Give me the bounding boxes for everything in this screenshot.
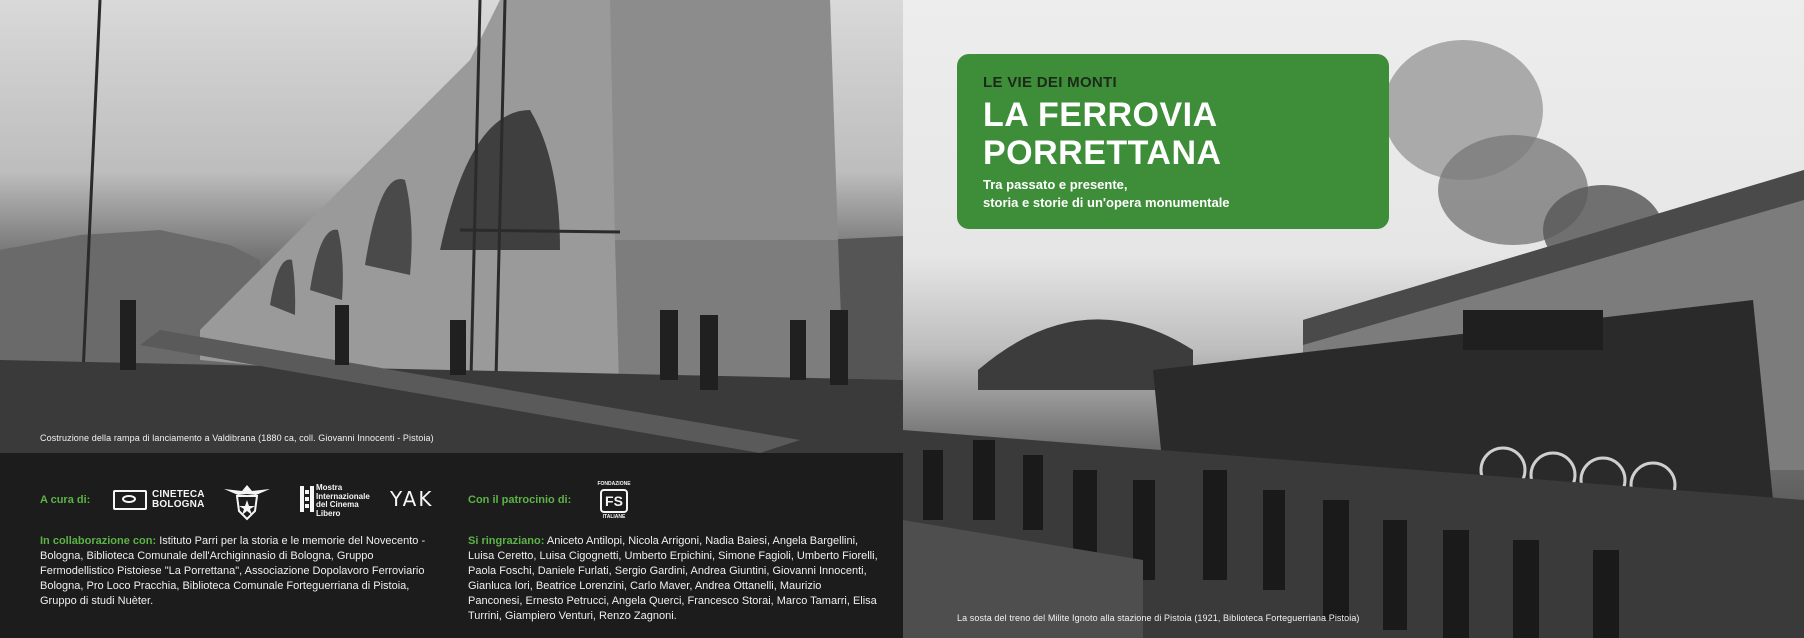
mostra-line1: Mostra <box>316 483 343 492</box>
yak-logo: YAK <box>390 487 434 511</box>
viaduct-illustration <box>0 0 903 453</box>
series-kicker: LE VIE DEI MONTI <box>983 74 1117 91</box>
subtitle-line2: storia e storie di un'opera monumentale <box>983 195 1230 210</box>
collab-text: Istituto Parri per la storia e le memorie del Novecento - Bologna, Biblioteca Comunale dell'Archiginnasio di Bologna, Gruppo Fermodellistico Pistoiese "La Porrettana", Associazione Dopolavoro Ferroviario Bologna, Pro Loco Pracchia, Biblioteca Comunale Forteguerriana di Pistoia, Gruppo di studi Nuèter. <box>40 535 426 607</box>
main-title <box>983 96 1222 172</box>
eagle-emblem-logo <box>222 481 272 521</box>
ringraziamenti-paragraph <box>468 534 878 624</box>
mostra-line2: Internazionale <box>316 491 370 501</box>
subtitle-line1: Tra passato e presente, <box>983 177 1128 192</box>
cineteca-bologna-logo <box>113 487 205 513</box>
patrocinio-label: Con il patrocinio di: <box>468 494 572 506</box>
subtitle <box>983 176 1230 212</box>
fs-bottom-text: ITALIANE <box>602 514 626 520</box>
title-line1: LA FERROVIA <box>983 96 1218 134</box>
cineteca-line1: CINETECA <box>152 489 205 500</box>
title-line2: PORRETTANA <box>983 134 1222 172</box>
credits-section <box>0 453 903 638</box>
fondazione-fs-logo <box>597 481 631 521</box>
fs-top-text: FONDAZIONE <box>597 481 631 487</box>
a-cura-label: A cura di: <box>40 494 91 506</box>
title-panel <box>957 54 1389 229</box>
right-photo-caption: La sosta del treno del Milite Ignoto alla stazione di Pistoia (1921, Biblioteca Forteguerriana Pistoia) <box>957 613 1360 623</box>
eye-icon <box>122 495 136 503</box>
ringraz-label: Si ringraziano: <box>468 535 545 547</box>
fs-badge: FS <box>600 489 628 513</box>
collab-label: In collaborazione con: <box>40 535 157 547</box>
mostra-line3: del Cinema <box>316 500 359 509</box>
viaduct-construction-photo <box>0 0 903 453</box>
cineteca-line2: BOLOGNA <box>152 499 205 510</box>
mostra-line4: Libero <box>316 508 341 518</box>
left-photo-caption: Costruzione della rampa di lanciamento a Valdibrana (1880 ca, coll. Giovanni Innocenti - Pistoia) <box>40 433 434 443</box>
mostra-cinema-libero-logo <box>300 484 370 516</box>
collaborazione-paragraph <box>40 534 440 609</box>
ringraz-text: Aniceto Antilopi, Nicola Arrigoni, Nadia Baiesi, Angela Bargellini, Luisa Ceretto, Luisa Cigognetti, Umberto Erpichini, Simone Fagioli, Umberto Fiorelli, Paola Foschi, Daniele Furlati, Sergio Gardini, Andrea Giuntini, Giovanni Innocenti, Gianluca Iori, Beatrice Lorenzini, Carlo Maver, Andrea Ottanelli, Maurizio Panconesi, Ernesto Petrucci, Angela Querci, Francesco Storai, Marco Tamarri, Elisa Turrini, Giampiero Venturi, Renzo Zagnoni. <box>468 535 878 622</box>
